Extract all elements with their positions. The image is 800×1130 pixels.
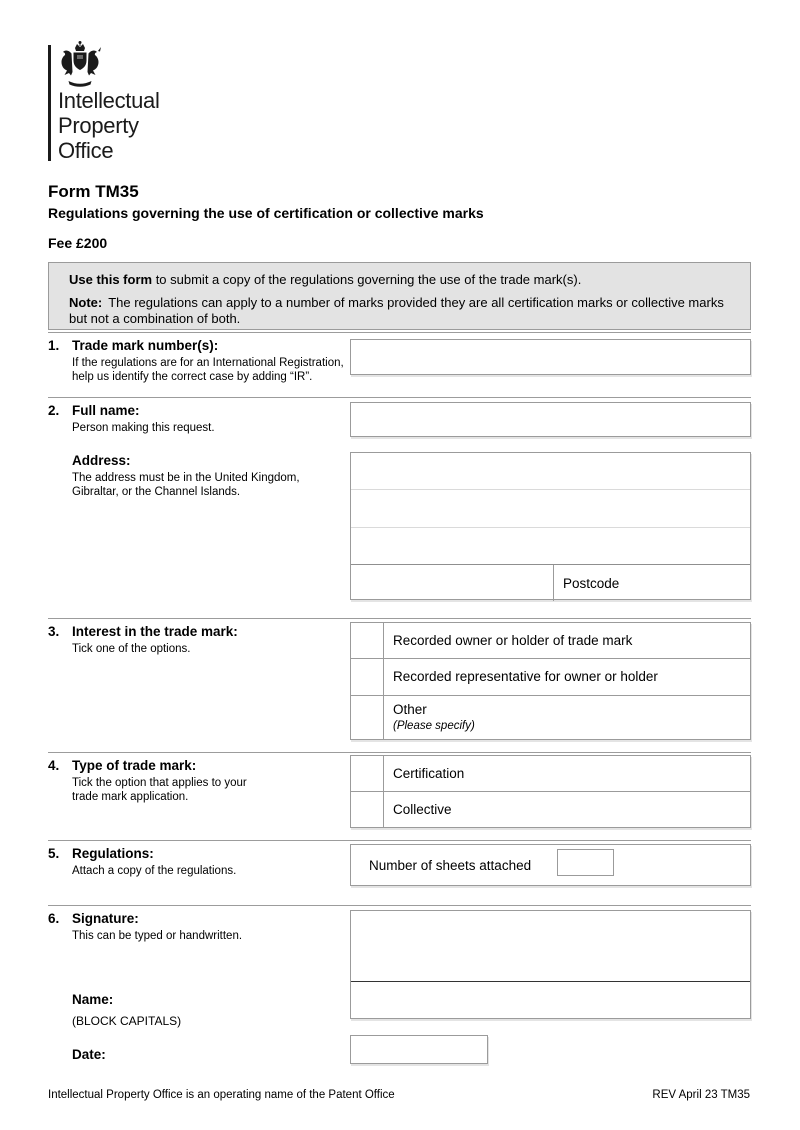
notice-use-bold: Use this form — [69, 272, 153, 287]
checkbox-other[interactable] — [351, 696, 384, 739]
address-line-4-input[interactable] — [351, 565, 554, 601]
footer-operating-name: Intellectual Property Office is an operating name of the Patent Office — [48, 1089, 395, 1101]
name-block-capitals-input[interactable] — [351, 982, 750, 1018]
option-label-other: Other — [393, 701, 427, 717]
section-divider — [48, 840, 751, 841]
checkbox-collective[interactable] — [351, 792, 384, 827]
section-4-title: Type of trade mark: — [72, 758, 197, 773]
form-subtitle: Regulations governing the use of certification or collective marks — [48, 205, 484, 221]
section-divider — [48, 397, 751, 398]
section-1-hint-line1: If the regulations are for an International Registration, — [72, 357, 344, 369]
address-line-2-input[interactable] — [351, 490, 750, 528]
logo-line-1: Intellectual — [58, 88, 160, 113]
section-2-title: Full name: — [72, 403, 140, 418]
address-line-1-input[interactable] — [351, 453, 750, 490]
section-5-title: Regulations: — [72, 846, 154, 861]
date-label: Date: — [72, 1047, 106, 1062]
notice-use-line — [69, 272, 732, 288]
sheets-count-input[interactable] — [557, 849, 614, 876]
section-3-number: 3. — [48, 624, 60, 639]
mark-type-options-table — [350, 755, 751, 828]
postcode-row — [351, 565, 750, 601]
signature-name-box — [350, 910, 751, 1019]
postcode-cell[interactable] — [554, 565, 750, 601]
logo-wordmark — [58, 88, 160, 163]
address-title: Address: — [72, 453, 131, 468]
option-row-certification — [351, 756, 750, 792]
option-row-other — [351, 696, 750, 739]
footer-revision: REV April 23 TM35 — [652, 1089, 750, 1101]
fee-amount: Fee £200 — [48, 235, 108, 251]
section-4-number: 4. — [48, 758, 60, 773]
section-5-number: 5. — [48, 846, 60, 861]
section-3-title: Interest in the trade mark: — [72, 624, 238, 639]
block-capitals-note: (BLOCK CAPITALS) — [72, 1014, 182, 1028]
section-2-hint: Person making this request. — [72, 422, 215, 434]
trademark-numbers-input[interactable] — [350, 339, 751, 375]
section-1-hint-line2: help us identify the correct case by adding “IR”. — [72, 371, 313, 383]
full-name-input[interactable] — [350, 402, 751, 437]
name-label: Name: — [72, 992, 114, 1007]
section-4-hint-line2: trade mark application. — [72, 791, 189, 803]
section-divider — [48, 905, 751, 906]
address-line-3-input[interactable] — [351, 528, 750, 565]
notice-note-rest: The regulations can apply to a number of marks provided they are all certification marks or collective marks but not a combination of both. — [69, 295, 724, 326]
option-row-collective — [351, 792, 750, 827]
section-1-number: 1. — [48, 338, 60, 353]
logo-vertical-bar — [48, 45, 51, 161]
section-divider — [48, 752, 751, 753]
section-4-hint-line1: Tick the option that applies to your — [72, 777, 247, 789]
regulations-box — [350, 844, 751, 886]
interest-options-table — [350, 622, 751, 740]
form-title: Form TM35 — [48, 182, 139, 201]
section-6-title: Signature: — [72, 911, 139, 926]
royal-coat-of-arms-icon — [57, 40, 103, 90]
postcode-label: Postcode — [563, 575, 620, 591]
checkbox-certification[interactable] — [351, 756, 384, 791]
notice-use-rest: to submit a copy of the regulations governing the use of the trade mark(s). — [152, 272, 582, 287]
logo-line-2: Property — [58, 113, 139, 138]
checkbox-recorded-representative[interactable] — [351, 659, 384, 695]
section-divider — [48, 618, 751, 619]
section-divider — [48, 332, 751, 333]
sheets-attached-label: Number of sheets attached — [369, 857, 532, 873]
option-row-representative — [351, 659, 750, 696]
notice-note-bold: Note: — [69, 295, 103, 310]
section-6-hint: This can be typed or handwritten. — [72, 930, 243, 942]
section-5-hint: Attach a copy of the regulations. — [72, 865, 237, 877]
notice-note-line — [69, 295, 732, 327]
section-3-hint: Tick one of the options. — [72, 643, 191, 655]
section-2-number: 2. — [48, 403, 60, 418]
date-input[interactable] — [350, 1035, 488, 1064]
section-6-number: 6. — [48, 911, 60, 926]
option-row-owner — [351, 623, 750, 659]
address-hint-line1: The address must be in the United Kingdom, — [72, 472, 300, 484]
checkbox-recorded-owner[interactable] — [351, 623, 384, 658]
other-please-specify: (Please specify) — [393, 719, 475, 732]
signature-input[interactable] — [351, 911, 750, 982]
address-box — [350, 452, 751, 600]
section-1-title: Trade mark number(s): — [72, 338, 219, 353]
logo-line-3: Office — [58, 138, 114, 163]
option-label-certification: Certification — [393, 765, 465, 781]
option-label-representative: Recorded representative for owner or holder — [393, 669, 658, 684]
option-label-collective: Collective — [393, 801, 452, 817]
address-hint-line2: Gibraltar, or the Channel Islands. — [72, 486, 241, 498]
usage-notice-box — [48, 262, 751, 330]
option-label-owner: Recorded owner or holder of trade mark — [393, 632, 633, 648]
